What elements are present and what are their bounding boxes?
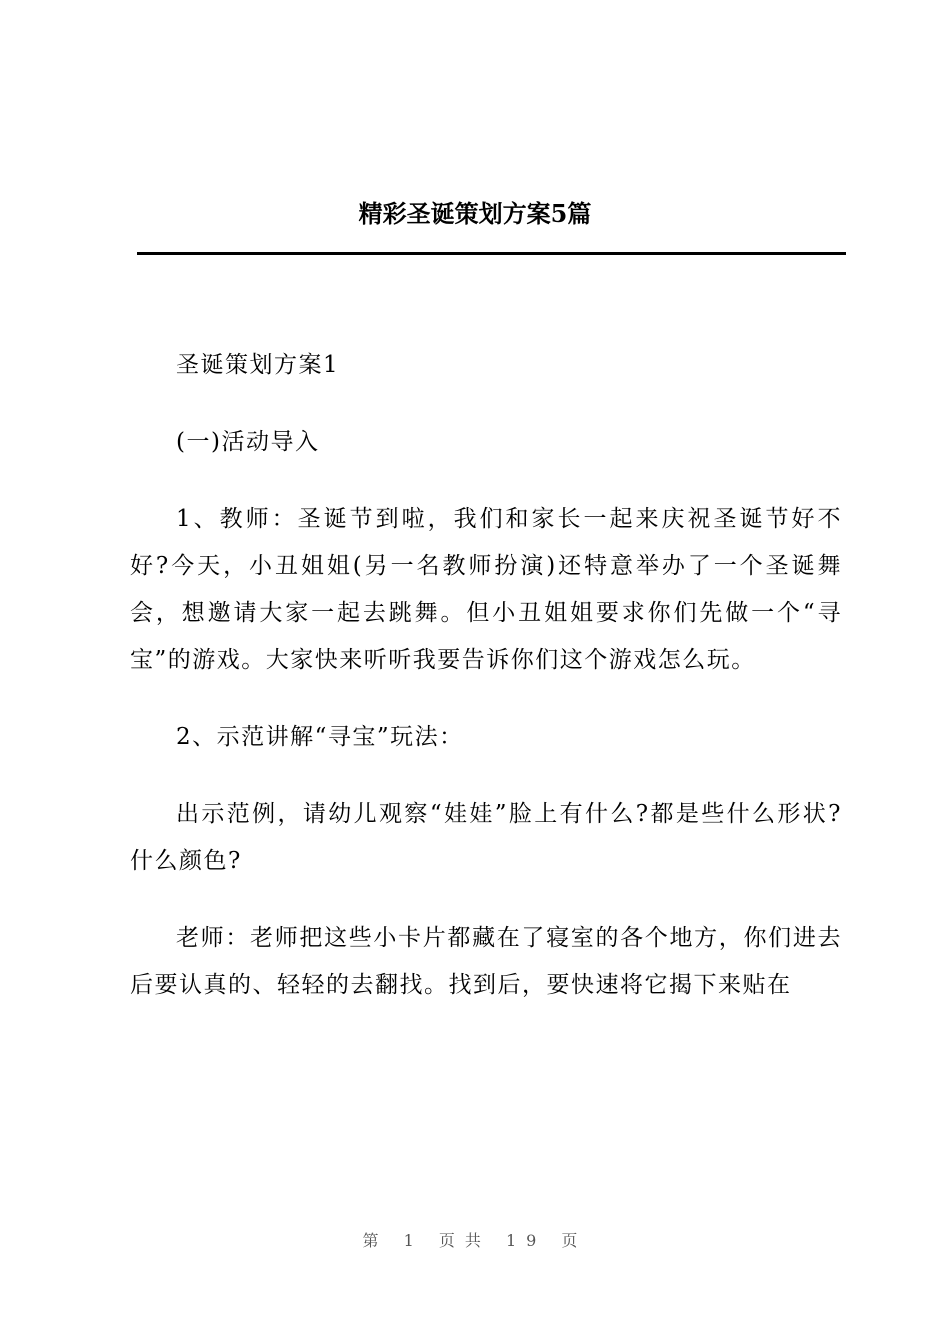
- paragraph: 老师：老师把这些小卡片都藏在了寝室的各个地方，你们进去后要认真的、轻轻的去翻找。找到后，要快速将它揭下来贴在: [130, 925, 842, 998]
- title-divider: [137, 252, 846, 255]
- paragraph: 2、示范讲解“寻宝”玩法：: [176, 724, 464, 750]
- paragraph: 出示范例，请幼儿观察“娃娃”脸上有什么?都是些什么形状?什么颜色?: [130, 801, 842, 874]
- subsection-heading: (一)活动导入: [176, 429, 320, 455]
- document-body: [130, 342, 842, 1039]
- paragraph: 1、教师：圣诞节到啦，我们和家长一起来庆祝圣诞节好不好?今天，小丑姐姐(另一名教师扮演)还特意举办了一个圣诞舞会，想邀请大家一起去跳舞。但小丑姐姐要求你们先做一个“寻宝”的游戏。大家快来听听我要告诉你们这个游戏怎么玩。: [130, 506, 842, 673]
- page-footer: 第 1 页共 19 页: [362, 1231, 588, 1250]
- document-title: 精彩圣诞策划方案5篇: [358, 199, 592, 228]
- section-heading: 圣诞策划方案1: [176, 352, 340, 378]
